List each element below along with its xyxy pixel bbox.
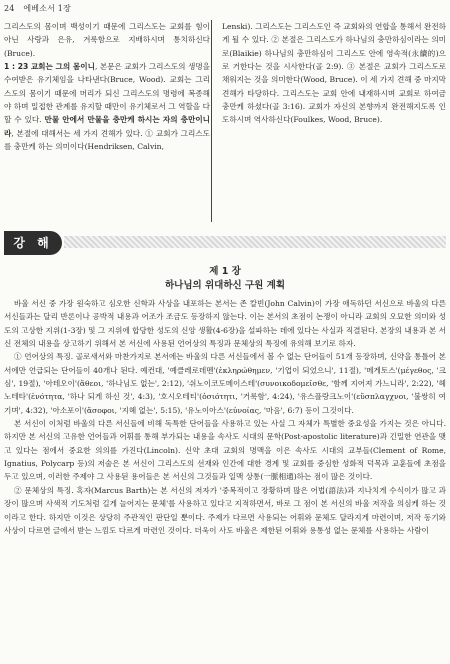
verse-phrase-bold: 만물 안에서 만물을 충만케 하시는 자의 충만이니라	[4, 115, 210, 138]
chapter-heading	[0, 265, 450, 293]
banner-stripes	[64, 236, 446, 248]
chapter-title: 하나님의 위대하신 구원 계획	[164, 280, 286, 291]
chapter-number: 제 1 장	[209, 266, 241, 277]
section-banner	[4, 228, 446, 262]
body-paragraph-4: ② 문체상의 특징. 혹자(Marcus Barth)는 본 서신의 저자가 '중복적이고 장황하며 많은 어법(語法)과 지나치게 수식이가 많고 과장이 많으며 사색적 기도처럼 길게 늘어지는 문체'를 사용하고 있다고 지적하면서, 바로 그 점이 본 서신의 바울 저작을 의심케 하는 것이라고 한다. 하지만 이것은 상당히 주관적인 판단일 뿐이다. 주제가 다르면 사용되는 어휘와 문체도 달라지게 마련이며, 저작 동기와 사상이 다르면 글에서 받는 느낌도 다르게 마련인 것이다. 더욱이 사도 바울은 제한된 어휘와 용통성 없는 문체를 사용하는 사람이	[4, 485, 446, 535]
section-label: 강 해	[4, 231, 62, 255]
body-paragraph-1: 바울 서신 중 가장 원숙하고 심오한 신학과 사상을 내포하는 본서는 존 칼빈(John Calvin)이 가장 애독하던 서신으로 바울의 다른 서신들과는 달리 반론이나 공박적 내용과 어조가 조금도 등장하지 않는다. 이는 본서의 초점이 논쟁이 아니라 교회의 오묘한 의미와 성도의 고상한 지위(1-3장) 및 그 지위에 합당한 성도의 신앙 생활(4-6장)을 설파하는 데에 있다는 사실과 직결된다. 본장의 내용과 본 서신 전체의 내용을 상고하기 위해서 본 서신에 사용된 언어상의 특징과 문체상의 특징에 유의해 보기로 하자.	[4, 299, 446, 349]
page-header	[4, 3, 71, 14]
right-column	[222, 20, 446, 228]
left-paragraph-2	[4, 60, 210, 153]
verse-heading: 교회는 그의 몸이니	[30, 62, 95, 72]
left-paragraph-1: 그리스도의 몸이며 백성이기 때문에 그리스도는 교회를 힘이 아닌 사랑과 은유, 겨룩함으로 지배하시며 통치하신다(Bruce).	[4, 22, 210, 58]
exposition-body	[4, 297, 446, 661]
two-column-commentary	[4, 20, 446, 228]
running-title: 에베소서 1장	[23, 4, 72, 13]
body-paragraph-3: 본 서신이 이처럼 바울의 다른 서신들에 비해 독특한 단어들을 사용하고 있는 사실 그 자체가 특별한 중요성을 가지는 것은 아니다. 하지만 본 서신의 고유한 언어들과 어휘를 통해 부가되는 내용을 속사도 시대의 문학(Post-apostolic literature)과 긴밀한 연관을 맺고 있다는 점에서 중요한 의의를 가진다(Lincoln). 신약 초대 교회의 명맥을 이은 속사도 시대의 교부들(Clement of Rome, Ignatius, Polycarp 등)의 저술은 본 서신이 그리스도의 선재와 인간에 대한 경계 및 교회를 중심한 성화적 덕목과 교훈들에 초점을 두고 있으며, 이러한 주제야 그 사용된 용어들은 본 서신의 그것들과 일맥 상통(一脈相通)하는 점이 많은 것이다.	[4, 419, 446, 482]
left-column	[4, 20, 210, 228]
left-paragraph-2b: , 본절에 대해서는 세 가지 견해가 있다. ① 교회가 그리스도를 충만케 하는 의미이다(Hendriksen, Calvin,	[4, 128, 210, 152]
verse-reference: 1 : 23	[4, 62, 29, 72]
right-paragraph: Lenski). 그리스도는 그리스도인 즉 교회와의 연합을 통해서 완전하게 될 수 있다. ② 본절은 그리스도가 하나님의 충만하심이라는 의미로(Blaikie) 하나님의 충만하심이 그리스도 안에 영속적(永續的)으로 거한다는 것을 시사한다(골 2:9). ③ 본절은 교회가 그리스도로 채워지는 것을 의미한다(Wood, Bruce). 이 세 가지 견해 중 마지막 견해가 타당하다. 그리스도는 교회 안에 내재하시며 교회로 하여금 충만케 하셨다(골 3:16). 교회가 자신의 본향까지 완전해지도록 인도하시며 역사하신다(Foulkes, Wood, Bruce).	[222, 22, 446, 125]
body-paragraph-2: ① 언어상의 특징. 골로새서와 마찬가지로 본서에는 바울의 다른 서신들에서 볼 수 없는 단어들이 51개 등장하며, 신약을 통틀어 본서에만 언급되는 단어들이 40개나 된다. 예컨대, '예클레로데멘'(ἐκληρώθημεν, '기업이 되었으니', 11절), '메게토스'(μέγεθος, '크심', 19절), '아테오이'(ἄθεοι, '하나님도 없는', 2:12), '쉬노이코도메이스테'(συνοικοδομεῖσθε, '함께 지어져 가느니라', 2:22), '헤노테타'(ἑνότητα, '하나 되게 하신 것', 4:3), '호시오테티'(ὁσιότητι, '거룩함', 4:24), '유스플랑크노이'(εὔσπλαγχνοι, '불쌍히 여기며', 4:32), '아소포이'(ἄσοφοι, '지혜 없는', 5:15), '유노이아스'(εὐνοίας, '마음', 6:7) 등이 그것이다.	[4, 352, 446, 415]
left-paragraph-2a: , 본문은 교회가 그리스도의 생명을 수여받은 유기체임을 나타낸다(Bruce, Wood). 교회는 그리스도의 몸이기 때문에 머리가 되신 그리스도의 명령에 복종해야 하며 밀접한 관계를 유지할 때만이 유기체로서 그 역할을 다할 수 있다.	[4, 62, 210, 125]
column-divider	[211, 20, 212, 222]
page-number: 24	[4, 4, 15, 13]
